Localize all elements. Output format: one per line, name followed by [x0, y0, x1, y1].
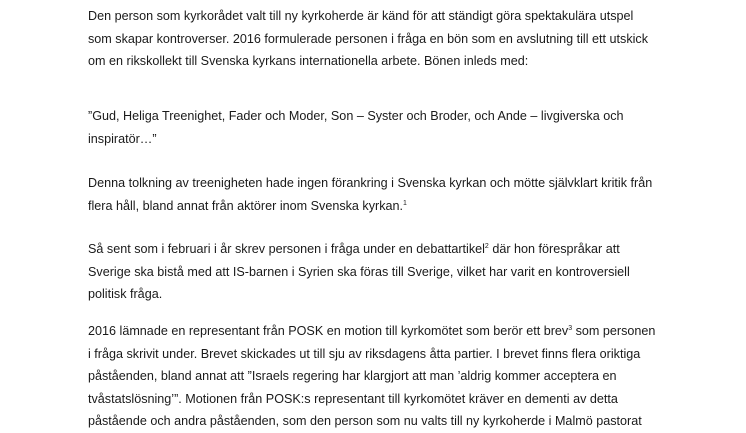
text-segment: flera håll, bland annat från aktörer inom Svenska kyrkan.	[88, 198, 404, 213]
paragraph-prayer-quote	[88, 105, 688, 150]
footnote-marker: 2	[484, 243, 489, 250]
text-line: Denna tolkning av treenigheten hade ingen förankring i Svenska kyrkan och mötte självklart kritik från	[88, 176, 653, 190]
text-line	[88, 195, 688, 218]
paragraph-debate-article	[88, 238, 688, 306]
text-segment: där hon förespråkar att	[488, 242, 620, 256]
text-line	[88, 238, 688, 261]
text-line: påståenden, bland annat att ”Israels regering har klargjort att man ’aldrig kommer acceptera en	[88, 369, 617, 383]
text-line: påstående och andra påståenden, som den person som nu valts till ny kyrkoherde i Malmö pastorat	[88, 414, 642, 428]
paragraph-introduction	[88, 5, 688, 73]
footnote-marker: 1	[403, 199, 407, 207]
text-line: politisk fråga.	[88, 287, 163, 301]
text-line: Den person som kyrkorådet valt till ny kyrkoherde är känd för att ständigt göra spektakulära utspel	[88, 9, 634, 23]
text-segment: 2016 lämnade en representant från POSK en motion till kyrkomötet som berör ett brev	[88, 324, 569, 338]
text-segment: som personen	[572, 324, 656, 338]
text-segment: Så sent som i februari i år skrev personen i fråga under en debattartikel	[88, 242, 485, 256]
text-line: i fråga skrivit under. Brevet skickades ut till sju av riksdagens åtta partier. I brevet finns flera oriktiga	[88, 346, 641, 361]
footnote-marker: 3	[568, 325, 573, 332]
text-line: om en rikskollekt till Svenska kyrkans internationella arbete. Bönen inleds med:	[88, 54, 529, 68]
text-line	[88, 320, 688, 343]
paragraph-posk-motion	[88, 320, 688, 433]
text-line: ”Gud, Heliga Treenighet, Fader och Moder, Son – Syster och Broder, och Ande – livgiverska och	[88, 109, 624, 123]
text-line: Sverige ska bistå med att IS-barnen i Syrien ska föras till Sverige, vilket har varit en kontroversiell	[88, 264, 630, 279]
text-line: tvåstatslösning’”. Motionen från POSK:s representant till kyrkomötet kräver en dementi av detta	[88, 391, 618, 406]
text-line: inspiratör…”	[88, 131, 157, 146]
paragraph-trinity-criticism	[88, 172, 688, 217]
text-line: som skapar kontroverser. 2016 formulerade personen i fråga en bön som en avslutning till ett utskick	[88, 31, 649, 46]
